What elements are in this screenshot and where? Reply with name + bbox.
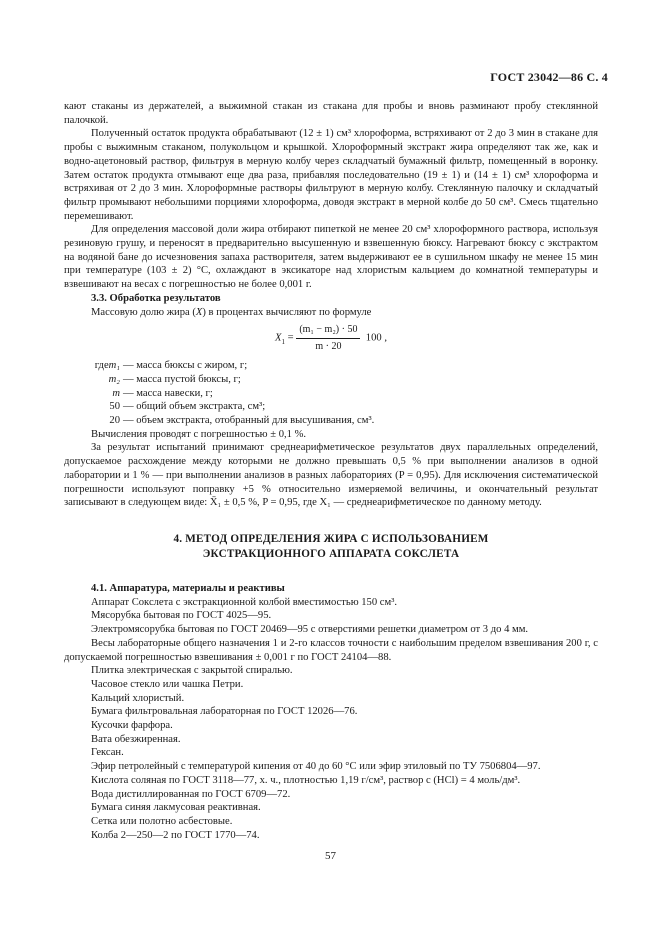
paragraph-fat-determination: Для определения массовой доли жира отбирают пипеткой не менее 20 см³ хлороформного раствора, используя резиновую грушу, и переносят в предварительно высушенную и взвешенную бюксу. Нагревают бюксу с экстрактом на водяной бане до исчезновения запаха растворителя, затем выдерживают ее в сушильном шкафу не менее 15 мин при температуре (103 ± 2) °С, охлаждают в эксикаторе над хлористым кальцием до комнатной температуры и взвешивают на весах с погрешностью не более 0,001 г. xyxy=(64,224,598,291)
where-symbol: m₁ xyxy=(108,360,120,372)
where-list xyxy=(64,359,598,428)
formula-intro-before: Массовую долю жира ( xyxy=(91,306,196,318)
where-symbol: m xyxy=(112,387,120,399)
list-item: Колба 2—250—2 по ГОСТ 1770—74. xyxy=(91,829,260,841)
where-row xyxy=(64,359,598,373)
formula-lhs: X xyxy=(275,332,282,344)
running-header: ГОСТ 23042—86 С. 4 xyxy=(490,70,608,84)
paragraph-precision: Вычисления проводят с погрешностью ± 0,1 %. xyxy=(91,428,307,440)
where-symbol: m₂ xyxy=(108,373,120,385)
where-description: — общий объем экстракта, см³; xyxy=(123,401,266,413)
where-description: — объем экстракта, отобранный для высушивания, см³. xyxy=(123,415,375,427)
section-4-1-heading: 4.1. Аппаратура, материалы и реактивы xyxy=(91,582,285,594)
formula-numerator: (m₁ − m₂) · 50 xyxy=(296,323,360,339)
formula-denominator: m · 20 xyxy=(315,340,342,352)
paragraph-chloroform-treatment: Полученный остаток продукта обрабатывают (12 ± 1) см³ хлороформа, встряхивают от 2 до 3 мин в стакане для пробы с выжимным стаканом, полукольцом и крышкой. Хлороформный экстракт жира определяют так же, как и водно-ацетоновый раствор, фильтруя в мерную колбу через складчатый бумажный фильтр, помещенный в воронку. Затем остаток продукта отмывают еще два раза, прибавляя последовательно (19 ± 1) и (14 ± 1) см³ хлороформа и встряхивая от 2 до 3 мин. Хлороформные растворы фильтруют в мерную колбу. Стеклянную палочку и складчатый фильтр промывают небольшими порциями хлороформа, доводя экстракт в мерной колбе до 50 см³. Смесь тщательно перемешивают. xyxy=(64,128,598,222)
paragraph-result: За результат испытаний принимают среднеарифметическое результатов двух параллельных определений, допускаемое расхождение между которыми не должно превышать 0,5 % при выполнении анализов в одной лаборатории и 1 % — при выполнении анализов в разных лабораториях (P = 0,95). Для исключения систематической погрешности используют поправку +5 % относительно измеряемой величины, и окончательный результат записывают в следующем виде: X̄₁ ± 0,5 %, P = 0,95, где X₁ — среднеарифметическое по данному методу. xyxy=(64,442,598,509)
list-item: Электромясорубка бытовая по ГОСТ 20469—95 с отверстиями решетки диаметром от 3 до 4 мм. xyxy=(91,624,529,636)
formula-intro-var: X xyxy=(195,306,203,318)
where-description: — масса бюксы с жиром, г; xyxy=(123,360,248,372)
formula-intro-after: ) в процентах вычисляют по формуле xyxy=(202,306,372,318)
where-row xyxy=(64,414,598,428)
formula-lhs-sub: 1 xyxy=(281,338,286,346)
list-item: Сетка или полотно асбестовые. xyxy=(91,815,233,827)
equipment-list xyxy=(64,596,598,843)
list-item: Кусочки фарфора. xyxy=(91,720,173,732)
where-symbol: 20 xyxy=(109,415,120,427)
where-description: — масса пустой бюксы, г; xyxy=(123,373,241,385)
paragraph-continuation: кают стаканы из держателей, а выжимной стакан из стакана для пробы и вновь разминают пробу стеклянной палочкой. xyxy=(64,101,598,126)
list-item: Гексан. xyxy=(91,747,124,759)
section-4-title xyxy=(64,532,598,562)
list-item: Часовое стекло или чашка Петри. xyxy=(91,678,244,690)
where-lead: где xyxy=(94,360,109,372)
formula-fraction xyxy=(296,323,360,353)
page-number: 57 xyxy=(325,850,336,862)
where-row xyxy=(64,373,598,387)
list-item: Кальций хлористый. xyxy=(91,692,185,704)
where-row xyxy=(64,400,598,414)
list-item: Вода дистиллированная по ГОСТ 6709—72. xyxy=(91,788,291,800)
list-item: Кислота соляная по ГОСТ 3118—77, х. ч., плотностью 1,19 г/см³, раствор c (HCl) = 4 моль/дм³. xyxy=(91,774,521,786)
formula-factor: 100 , xyxy=(365,332,387,344)
list-item: Плитка электрическая с закрытой спиралью. xyxy=(91,665,293,677)
section-4-title-line2: ЭКСТРАКЦИОННОГО АППАРАТА СОКСЛЕТА xyxy=(202,547,460,560)
section-4-title-line1: 4. МЕТОД ОПРЕДЕЛЕНИЯ ЖИРА С ИСПОЛЬЗОВАНИЕМ xyxy=(173,532,489,545)
list-item: Бумага синяя лакмусовая реактивная. xyxy=(91,802,261,814)
section-3-3-heading: 3.3. Обработка результатов xyxy=(91,292,221,304)
where-symbol: 50 xyxy=(109,401,120,413)
where-description: — масса навески, г; xyxy=(123,387,213,399)
list-item: Весы лабораторные общего назначения 1 и 2-го классов точности с наибольшим пределом взвешивания 200 г, с допускаемой погрешностью взвешивания ± 0,001 г по ГОСТ 24104—88. xyxy=(64,637,598,663)
list-item: Аппарат Сокслета с экстракционной колбой вместимостью 150 см³. xyxy=(91,596,398,608)
where-row xyxy=(64,387,598,401)
formula-intro xyxy=(64,306,598,320)
document-body xyxy=(64,100,598,842)
list-item: Мясорубка бытовая по ГОСТ 4025—95. xyxy=(91,610,272,622)
fat-formula xyxy=(64,323,598,353)
list-item: Вата обезжиренная. xyxy=(91,733,181,745)
formula-eq: = xyxy=(287,332,294,344)
list-item: Бумага фильтровальная лабораторная по ГОСТ 12026—76. xyxy=(91,706,358,718)
list-item: Эфир петролейный с температурой кипения от 40 до 60 °С или эфир этиловый по ТУ 7506804—97. xyxy=(91,761,541,773)
